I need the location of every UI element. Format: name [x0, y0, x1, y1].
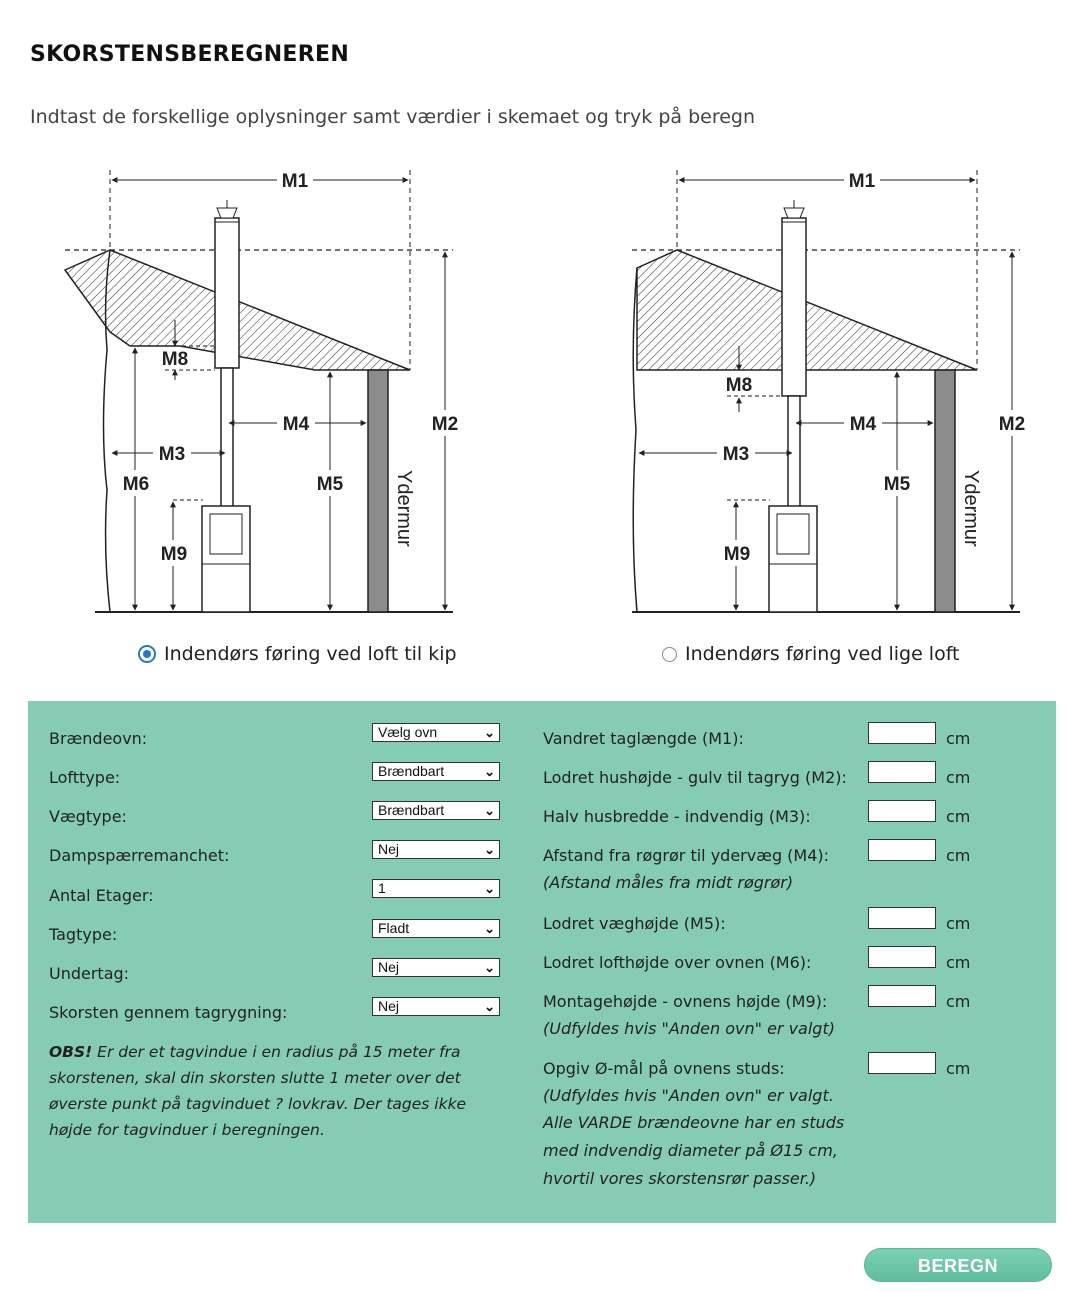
label-m8: M8 [725, 375, 753, 396]
radio-lige-loft[interactable] [662, 647, 677, 662]
hint-studs-3: med indvendig diameter på Ø15 cm, [543, 1141, 838, 1160]
chevron-down-icon: ⌄ [484, 725, 495, 740]
radio-loft-til-kip[interactable] [138, 645, 156, 663]
option-loft-til-kip[interactable] [138, 643, 457, 665]
label-vaegtype: Vægtype: [49, 807, 127, 826]
page-subtitle: Indtast de forskellige oplysninger samt værdier i skemaet og tryk på beregn [30, 106, 756, 128]
select-vaegtype[interactable] [372, 801, 500, 820]
unit-label: cm [946, 729, 971, 748]
label-m9: M9 [160, 544, 188, 565]
chevron-down-icon: ⌄ [484, 921, 495, 936]
select-undertag[interactable] [372, 958, 500, 977]
label-m5: M5 [316, 474, 344, 495]
select-lofttype[interactable] [372, 762, 500, 781]
label-m2: M2 [998, 414, 1026, 435]
unit-label: cm [946, 768, 971, 787]
chevron-down-icon: ⌄ [484, 842, 495, 857]
hint-m4: (Afstand måles fra midt røgrør) [543, 873, 794, 892]
label-braendeovn: Brændeovn: [49, 729, 148, 748]
label-m4: M4 [282, 414, 310, 435]
outer-wall [368, 370, 388, 612]
label-m3-field: Halv husbredde - indvendig (M3): [543, 807, 811, 826]
obs-text: Er der et tagvindue i en radius på 15 meter fra skorstenen, skal din skorsten slutte 1 meter over det øverste punkt på tagvinduet ? lovkrav. Der tages ikke højde for tagvinduer i beregningen. [49, 1043, 467, 1139]
chevron-down-icon: ⌄ [484, 803, 495, 818]
select-value: Nej [378, 959, 400, 975]
select-value: Vælg ovn [378, 724, 438, 740]
unit-label: cm [946, 953, 971, 972]
select-value: 1 [378, 880, 386, 896]
option-label: Indendørs føring ved lige loft [685, 643, 960, 665]
label-studs-field: Opgiv Ø-mål på ovnens studs: [543, 1059, 785, 1078]
input-m6[interactable] [868, 946, 936, 968]
select-antal-etager[interactable] [372, 879, 500, 898]
hint-studs-4: hvortil vores skorstensrør passer.) [543, 1169, 817, 1188]
input-m3[interactable] [868, 800, 936, 822]
calculator-form [28, 701, 1056, 1223]
select-braendeovn[interactable] [372, 723, 500, 742]
label-m3: M3 [158, 444, 186, 465]
unit-label: cm [946, 807, 971, 826]
select-value: Fladt [378, 920, 410, 936]
label-m1-field: Vandret taglængde (M1): [543, 729, 744, 748]
chevron-down-icon: ⌄ [484, 881, 495, 896]
input-m4[interactable] [868, 839, 936, 861]
obs-prefix: OBS! [49, 1043, 93, 1061]
label-lofttype: Lofttype: [49, 768, 121, 787]
calculate-button[interactable]: BEREGN [864, 1248, 1052, 1282]
select-value: Brændbart [378, 763, 445, 779]
obs-note [49, 1039, 509, 1143]
input-m9[interactable] [868, 985, 936, 1007]
input-m5[interactable] [868, 907, 936, 929]
unit-label: cm [946, 914, 971, 933]
label-m1: M1 [281, 171, 309, 192]
select-value: Brændbart [378, 802, 445, 818]
chevron-down-icon: ⌄ [484, 999, 495, 1014]
label-m6-field: Lodret lofthøjde over ovnen (M6): [543, 953, 812, 972]
label-m8: M8 [161, 349, 189, 370]
unit-label: cm [946, 1059, 971, 1078]
label-skorsten-tagrygning: Skorsten gennem tagrygning: [49, 1003, 288, 1022]
chimney [215, 218, 239, 368]
diagram-lige-loft [622, 150, 1052, 630]
label-dampspaerremanchet: Dampspærremanchet: [49, 846, 230, 865]
select-tagtype[interactable] [372, 919, 500, 938]
label-m4: M4 [849, 414, 877, 435]
select-value: Nej [378, 841, 400, 857]
unit-label: cm [946, 992, 971, 1011]
label-m3: M3 [722, 444, 750, 465]
label-m6: M6 [122, 474, 150, 495]
label-m5: M5 [883, 474, 911, 495]
label-m5-field: Lodret væghøjde (M5): [543, 914, 726, 933]
label-m9: M9 [723, 544, 751, 565]
label-antal-etager: Antal Etager: [49, 886, 154, 905]
label-m9-field: Montagehøjde - ovnens højde (M9): [543, 992, 828, 1011]
option-label: Indendørs føring ved loft til kip [164, 643, 457, 665]
chevron-down-icon: ⌄ [484, 764, 495, 779]
select-value: Nej [378, 998, 400, 1014]
label-m1: M1 [848, 171, 876, 192]
page-title: SKORSTENSBEREGNEREN [30, 42, 350, 67]
input-m1[interactable] [868, 722, 936, 744]
label-tagtype: Tagtype: [49, 925, 118, 944]
label-ydermur: Ydermur [960, 470, 982, 547]
select-skorsten-tagrygning[interactable] [372, 997, 500, 1016]
hint-m9: (Udfyldes hvis "Anden ovn" er valgt) [543, 1019, 835, 1038]
label-m4-field: Afstand fra røgrør til ydervæg (M4): [543, 846, 830, 865]
select-dampspaerremanchet[interactable] [372, 840, 500, 859]
input-m2[interactable] [868, 761, 936, 783]
label-m2-field: Lodret hushøjde - gulv til tagryg (M2): [543, 768, 847, 787]
diagram-loft-til-kip [55, 150, 485, 630]
hint-studs-1: (Udfyldes hvis "Anden ovn" er valgt. [543, 1086, 834, 1105]
chevron-down-icon: ⌄ [484, 960, 495, 975]
unit-label: cm [946, 846, 971, 865]
hint-studs-2: Alle VARDE brændeovne har en studs [543, 1113, 845, 1132]
label-ydermur: Ydermur [393, 470, 415, 547]
label-undertag: Undertag: [49, 964, 130, 983]
option-lige-loft[interactable] [662, 643, 960, 665]
label-m2: M2 [431, 414, 459, 435]
input-studs[interactable] [868, 1052, 936, 1074]
